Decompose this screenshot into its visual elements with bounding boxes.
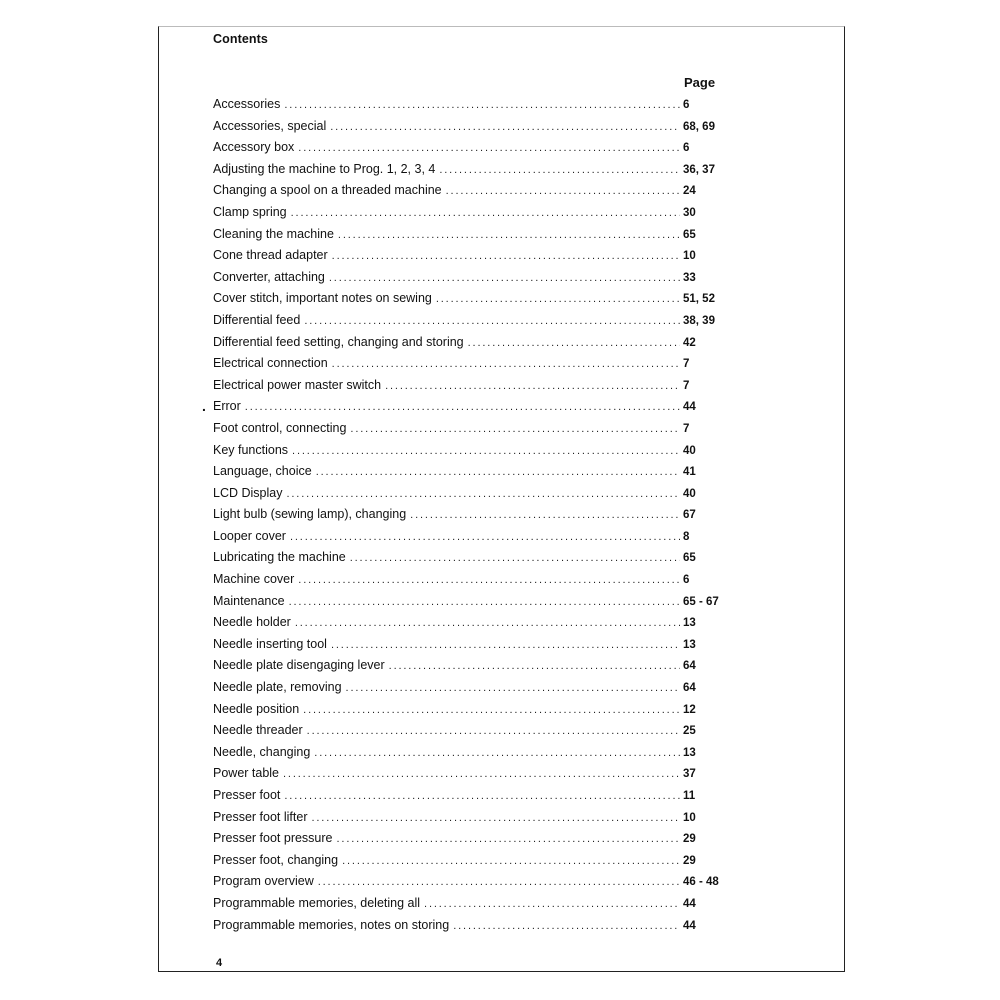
- toc-entry-page: 68, 69: [683, 120, 715, 133]
- toc-entry-page: 24: [683, 185, 696, 198]
- toc-entry-label: Maintenance: [213, 591, 289, 613]
- toc-entry: [213, 245, 743, 267]
- toc-entry: [213, 893, 743, 915]
- toc-entry: [213, 418, 743, 440]
- toc-leader-dots: [350, 419, 680, 441]
- toc-entry-page: 13: [683, 638, 696, 651]
- toc-entry: [213, 634, 743, 656]
- toc-entry-page: 11: [683, 790, 696, 802]
- toc-leader-dots: [307, 721, 680, 743]
- toc-leader-dots: [439, 160, 680, 182]
- toc-entry-page: 7: [683, 379, 690, 392]
- toc-entry-page: 65: [683, 228, 696, 241]
- toc-entry-page: 41: [683, 466, 696, 479]
- toc-entry: [213, 483, 743, 505]
- toc-entry-label: Light bulb (sewing lamp), changing: [213, 504, 410, 526]
- toc-leader-dots: [337, 829, 681, 851]
- toc-leader-dots: [318, 872, 680, 894]
- toc-entry-label: Language, choice: [213, 461, 316, 483]
- toc-entry-label: Electrical connection: [213, 353, 332, 375]
- toc-entry-label: Differential feed setting, changing and storing: [213, 332, 468, 354]
- toc-entry: [213, 288, 743, 310]
- toc-entry-page: 33: [683, 271, 696, 284]
- toc-entry: [213, 591, 743, 613]
- toc-entry-page: 40: [683, 444, 696, 457]
- toc-entry-label: Needle inserting tool: [213, 634, 331, 656]
- toc-leader-dots: [338, 225, 680, 247]
- toc-entry: [213, 159, 743, 181]
- toc-entry: [213, 504, 743, 526]
- toc-entry-label: Needle holder: [213, 612, 295, 634]
- toc-entry-page: 64: [683, 682, 696, 695]
- toc-entry-label: Adjusting the machine to Prog. 1, 2, 3, 4: [213, 159, 439, 181]
- toc-entry: [213, 720, 743, 742]
- toc-entry: [213, 677, 743, 699]
- toc-entry-label: Presser foot: [213, 785, 284, 807]
- toc-entry-page: 51, 52: [683, 293, 715, 306]
- toc-entry-page: 8: [683, 530, 690, 543]
- toc-leader-dots: [330, 117, 680, 139]
- toc-leader-dots: [289, 592, 680, 614]
- toc-entry: [213, 310, 743, 332]
- toc-entry-page: 44: [683, 919, 696, 932]
- toc-leader-dots: [298, 138, 680, 160]
- toc-entry-page: 6: [683, 574, 690, 587]
- toc-entry-label: Cone thread adapter: [213, 245, 332, 267]
- toc-entry-page: 67: [683, 509, 696, 522]
- toc-entry-label: Presser foot, changing: [213, 850, 342, 872]
- toc-entry: [213, 224, 743, 246]
- toc-entry-page: 44: [683, 897, 696, 910]
- toc-entry-page: 38, 39: [683, 314, 715, 327]
- toc-leader-dots: [284, 786, 680, 808]
- toc-entry: [213, 202, 743, 224]
- toc-entry-label: Changing a spool on a threaded machine: [213, 180, 446, 202]
- toc-entry: [213, 699, 743, 721]
- toc-entry: [213, 526, 743, 548]
- toc-entry: [213, 828, 743, 850]
- toc-entry-label: Foot control, connecting: [213, 418, 350, 440]
- toc-entry: [213, 461, 743, 483]
- toc-leader-dots: [291, 203, 680, 225]
- toc-entry-page: 40: [683, 487, 696, 500]
- page-title: Contents: [213, 32, 268, 46]
- toc-entry-label: Needle plate, removing: [213, 677, 346, 699]
- toc-entry-page: 10: [683, 811, 696, 824]
- toc-entry-page: 13: [683, 746, 696, 759]
- toc-entry-page: 13: [683, 617, 696, 630]
- toc-entry: [213, 180, 743, 202]
- toc-entry-label: Power table: [213, 763, 283, 785]
- toc-entry: [213, 871, 743, 893]
- toc-entry-page: 6: [683, 142, 690, 155]
- toc-leader-dots: [410, 505, 680, 527]
- toc-leader-dots: [468, 333, 680, 355]
- toc-entry: [213, 137, 743, 159]
- toc-leader-dots: [283, 764, 680, 786]
- toc-entry: [213, 116, 743, 138]
- margin-bullet: .: [202, 398, 206, 414]
- toc-entry-page: 7: [683, 358, 690, 371]
- toc-entry-label: Lubricating the machine: [213, 547, 350, 569]
- toc-leader-dots: [331, 635, 680, 657]
- toc-leader-dots: [389, 656, 680, 678]
- toc-entry-page: 36, 37: [683, 163, 715, 176]
- toc-entry-label: Error: [213, 396, 245, 418]
- toc-entry-page: 29: [683, 833, 696, 846]
- toc-leader-dots: [245, 397, 680, 419]
- toc-entry-label: Looper cover: [213, 526, 290, 548]
- toc-entry: [213, 547, 743, 569]
- toc-entry-label: Needle threader: [213, 720, 307, 742]
- toc-entry: [213, 742, 743, 764]
- toc-entry-label: Cover stitch, important notes on sewing: [213, 288, 436, 310]
- toc-leader-dots: [342, 851, 680, 873]
- toc-leader-dots: [295, 613, 680, 635]
- toc-leader-dots: [436, 289, 680, 311]
- toc-entry-page: 6: [683, 99, 690, 111]
- toc-leader-dots: [316, 462, 680, 484]
- toc-entry-page: 46 - 48: [683, 876, 719, 889]
- toc-leader-dots: [446, 181, 680, 203]
- toc-leader-dots: [292, 441, 680, 463]
- toc-entry: [213, 94, 743, 116]
- toc-entry-label: Clamp spring: [213, 202, 291, 224]
- toc-entry: [213, 353, 743, 375]
- toc-entry-page: 64: [683, 660, 696, 673]
- toc-entry-page: 7: [683, 422, 690, 435]
- toc-entry-label: Machine cover: [213, 569, 298, 591]
- toc-entry-label: Accessory box: [213, 137, 298, 159]
- toc-entry-page: 25: [683, 725, 696, 738]
- toc-leader-dots: [329, 268, 680, 290]
- toc-entry: [213, 396, 743, 418]
- toc-entry-page: 10: [683, 250, 696, 263]
- toc-entry-page: 65 - 67: [683, 595, 719, 608]
- toc-entry: [213, 440, 743, 462]
- toc-entry-label: Presser foot lifter: [213, 807, 311, 829]
- toc-leader-dots: [311, 808, 680, 830]
- toc-leader-dots: [385, 376, 680, 398]
- toc-entry-label: Converter, attaching: [213, 267, 329, 289]
- toc-entry-page: 65: [683, 552, 696, 565]
- toc-entry-page: 30: [683, 206, 696, 219]
- toc-entry-label: Accessories, special: [213, 116, 330, 138]
- toc-leader-dots: [453, 916, 680, 938]
- toc-entry: [213, 655, 743, 677]
- toc-entry-label: Programmable memories, deleting all: [213, 893, 424, 915]
- toc-entry: [213, 807, 743, 829]
- toc-entry: [213, 850, 743, 872]
- toc-entry-label: Electrical power master switch: [213, 375, 385, 397]
- toc-entry: [213, 763, 743, 785]
- toc-entry: [213, 785, 743, 807]
- toc-entry: [213, 569, 743, 591]
- toc-leader-dots: [304, 311, 680, 333]
- toc-leader-dots: [332, 246, 680, 268]
- toc-entry-label: Program overview: [213, 871, 318, 893]
- toc-leader-dots: [346, 678, 680, 700]
- toc-leader-dots: [303, 700, 680, 722]
- toc-entry-label: Presser foot pressure: [213, 828, 337, 850]
- toc-entry-label: Needle, changing: [213, 742, 314, 764]
- toc-entry: [213, 375, 743, 397]
- toc-entry-label: Programmable memories, notes on storing: [213, 915, 453, 937]
- page-number: 4: [216, 957, 223, 969]
- toc-entry: [213, 612, 743, 634]
- toc-leader-dots: [284, 95, 680, 117]
- toc-leader-dots: [298, 570, 680, 592]
- toc-entry-label: Differential feed: [213, 310, 304, 332]
- toc-entry-label: Key functions: [213, 440, 292, 462]
- toc-entry-page: 12: [683, 703, 696, 716]
- toc-entry-label: Accessories: [213, 94, 284, 116]
- toc-leader-dots: [332, 354, 680, 376]
- toc-entry-page: 44: [683, 401, 696, 414]
- toc-entry-page: 37: [683, 768, 696, 781]
- toc-entry: [213, 267, 743, 289]
- toc-leader-dots: [314, 743, 680, 765]
- table-of-contents: [213, 94, 743, 936]
- toc-entry: [213, 915, 743, 937]
- toc-leader-dots: [286, 484, 680, 506]
- toc-entry-label: Needle position: [213, 699, 303, 721]
- toc-entry-page: 29: [683, 854, 696, 867]
- toc-entry-label: Cleaning the machine: [213, 224, 338, 246]
- toc-entry: [213, 332, 743, 354]
- page-column-header: Page: [684, 75, 716, 90]
- toc-entry-page: 42: [683, 336, 696, 349]
- toc-entry-label: LCD Display: [213, 483, 286, 505]
- toc-leader-dots: [350, 548, 680, 570]
- toc-entry-label: Needle plate disengaging lever: [213, 655, 389, 677]
- toc-leader-dots: [290, 527, 680, 549]
- toc-leader-dots: [424, 894, 680, 916]
